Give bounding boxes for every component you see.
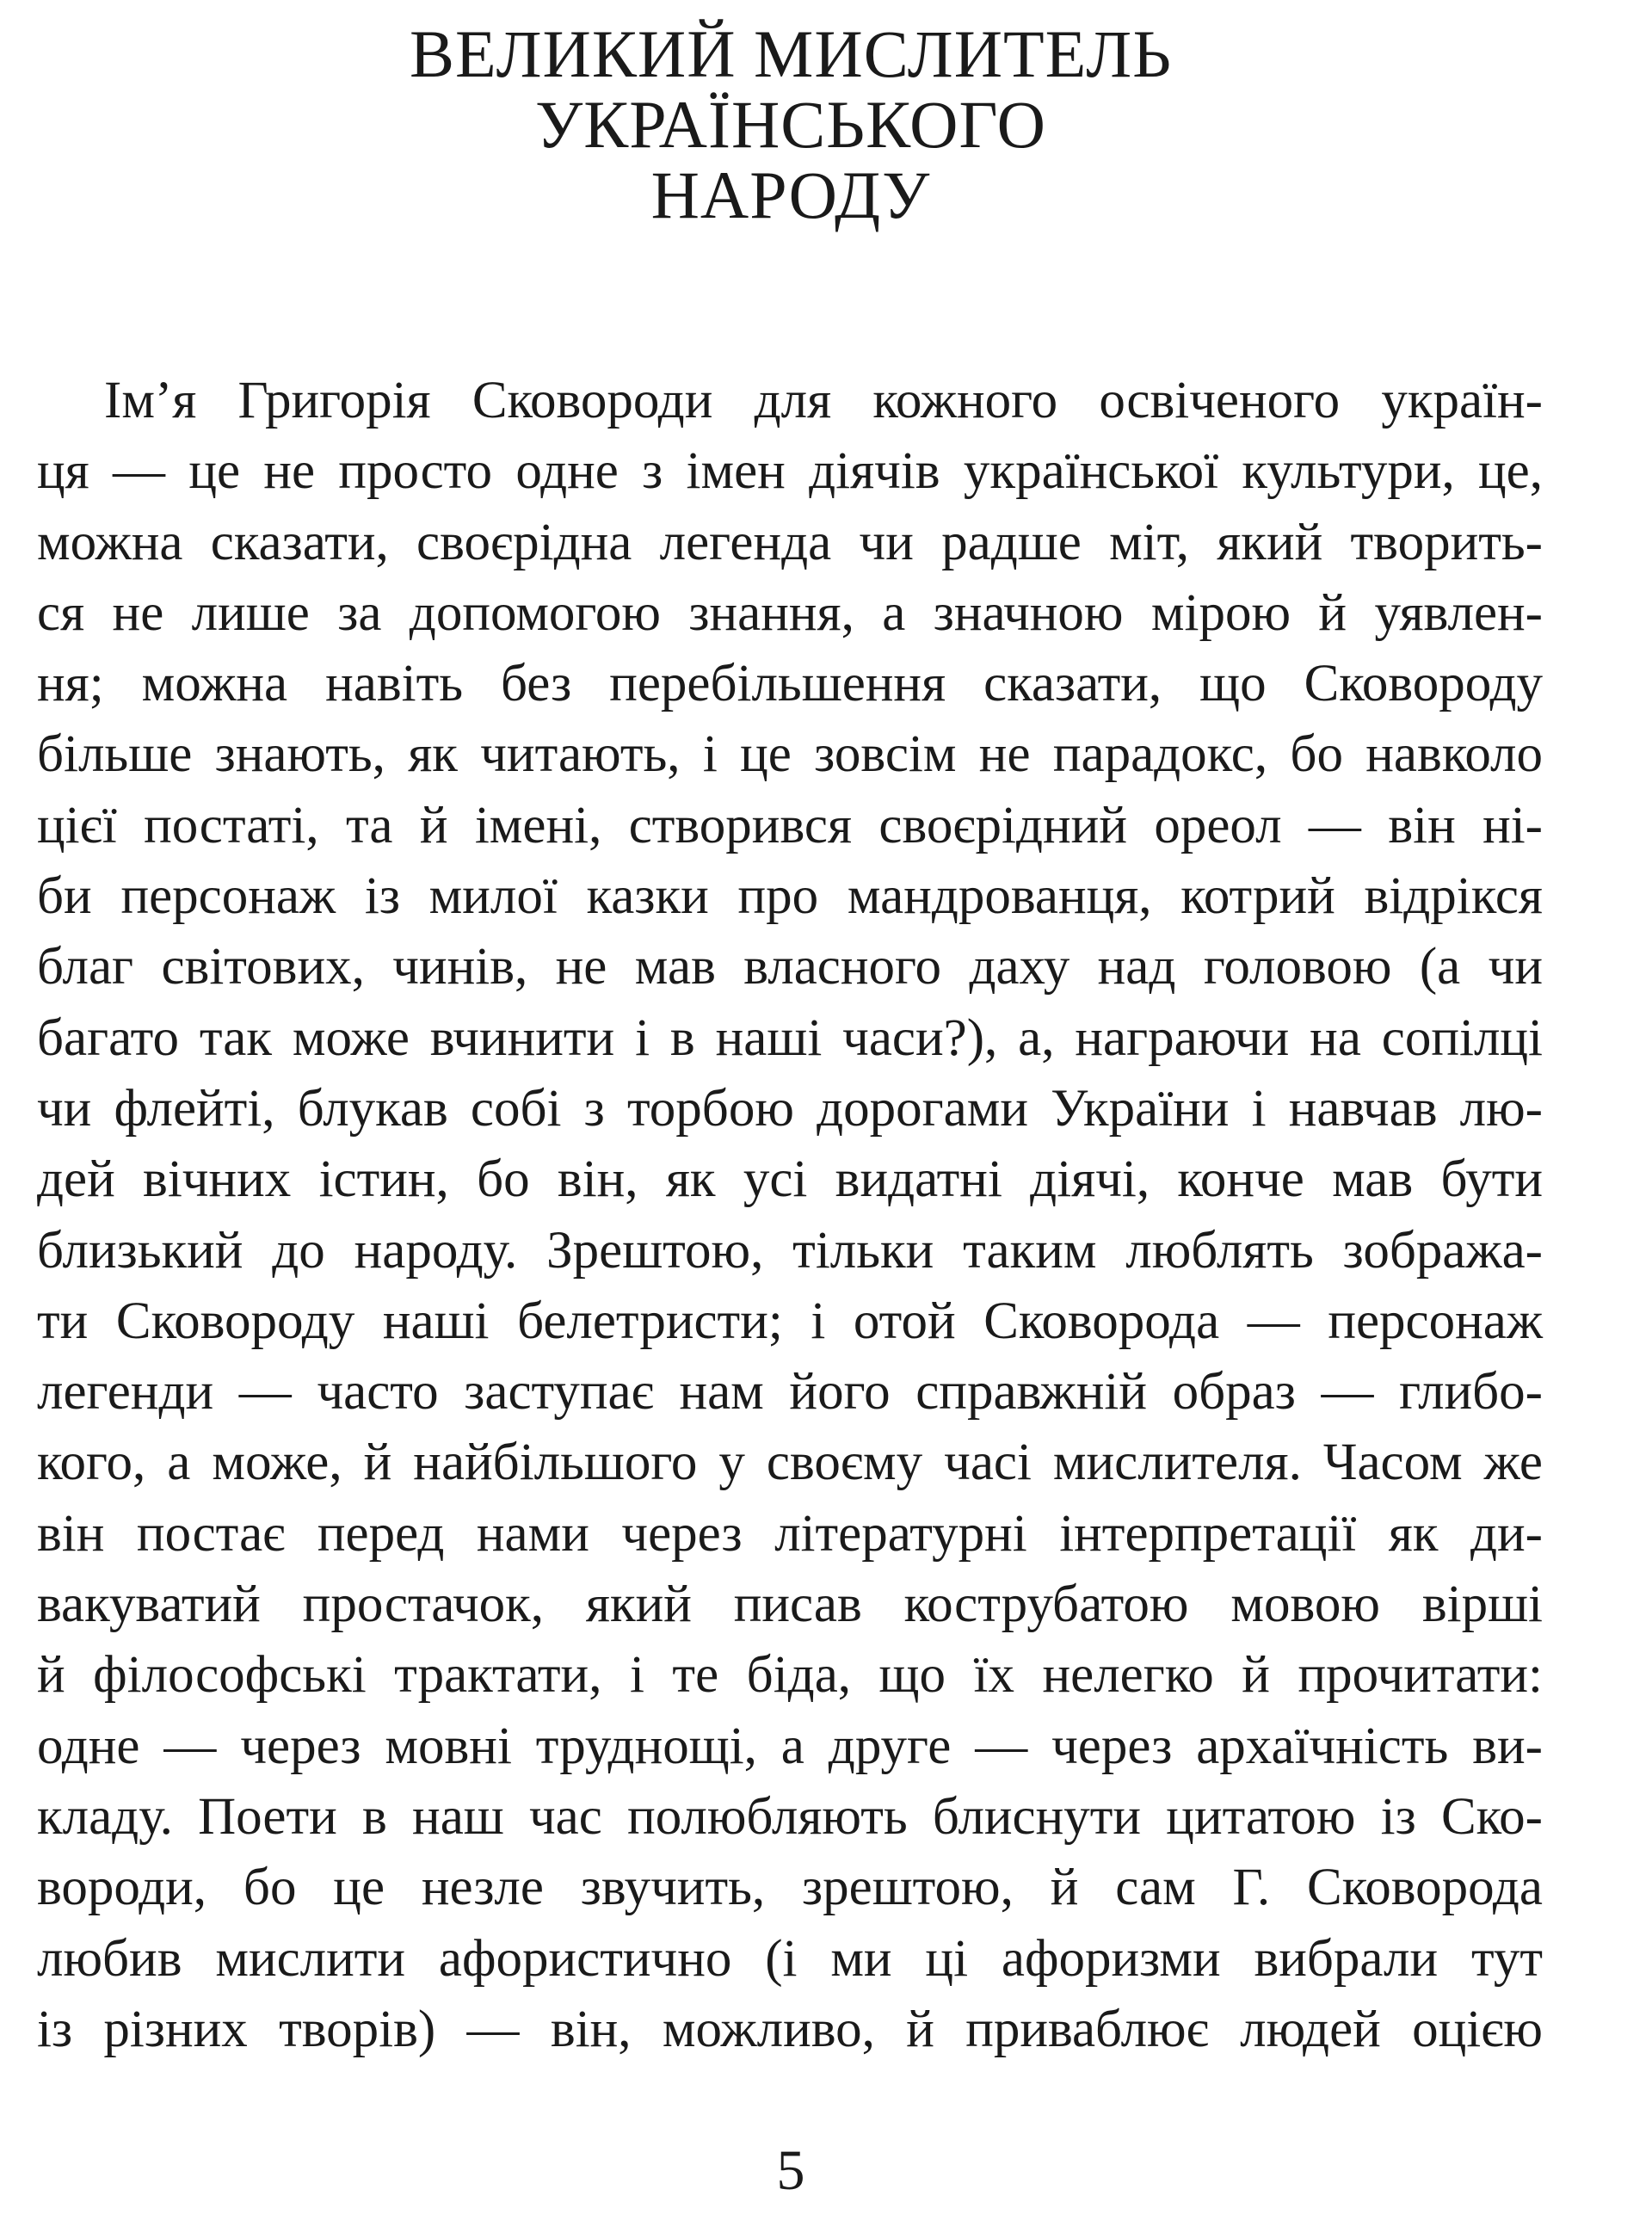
text-line (37, 1853, 1543, 1923)
text-line (37, 578, 1543, 649)
text-line-content: чи флейті, блукав собі з торбою дорогами України і навчав лю- (37, 1079, 1543, 1138)
text-line-content: би персонаж із милої казки про мандрованця, котрий відрікся (37, 867, 1543, 926)
text-line (37, 1499, 1543, 1569)
text-line (37, 1003, 1543, 1074)
body-paragraph (37, 366, 1543, 2065)
text-line (37, 436, 1543, 507)
text-line (37, 719, 1543, 790)
text-line-content: багато так може вчинити і в наші часи?), а, награючи на сопілці (37, 1008, 1543, 1067)
text-line-content: й філософські трактати, і те біда, що їх нелегко й прочитати: (37, 1646, 1543, 1705)
text-line (37, 1286, 1543, 1357)
text-line (37, 649, 1543, 719)
text-line-content: із різних творів) — він, можливо, й приваблює людей оцією (37, 2000, 1543, 2058)
text-line-content: кладу. Поети в наш час полюбляють блиснути цитатою із Ско- (37, 1787, 1543, 1846)
text-line-content: легенди — часто заступає нам його справжній образ — глибо- (37, 1363, 1543, 1421)
text-line (37, 1924, 1543, 1995)
text-line (37, 1711, 1543, 1782)
text-line-content: вороди, бо це незле звучить, зрештою, й сам Г. Сковорода (37, 1859, 1543, 1917)
text-line (37, 1995, 1543, 2065)
text-line (37, 1357, 1543, 1428)
text-line-content: одне — через мовні труднощі, а друге — через архаїчність ви- (37, 1717, 1543, 1775)
text-line (37, 932, 1543, 1002)
chapter-title-line-1: ВЕЛИКИЙ МИСЛИТЕЛЬ (409, 16, 1172, 91)
text-line-content: кого, а може, й найбільшого у своєму часі мислителя. Часом же (37, 1434, 1543, 1492)
text-line (37, 1074, 1543, 1144)
text-line-content: вакуватий простачок, який писав кострубатою мовою вірші (37, 1576, 1543, 1634)
chapter-title-line-3: НАРОДУ (650, 157, 931, 232)
text-line-content: більше знають, як читають, і це зовсім не парадокс, бо навколо (37, 725, 1543, 784)
text-line (37, 366, 1543, 436)
text-line-content: цієї постаті, та й імені, створився своєрідний ореол — він ні- (37, 796, 1543, 854)
text-line-content: можна сказати, своєрідна легенда чи радше міт, який творить- (37, 513, 1543, 571)
text-line-content: дей вічних істин, бо він, як усі видатні діячі, конче мав бути (37, 1150, 1543, 1209)
text-line-content: любив мислити афористично (і ми ці афоризми вибрали тут (37, 1929, 1543, 1988)
chapter-title-line-2: УКРАЇНСЬКОГО (535, 87, 1046, 162)
chapter-title (37, 16, 1544, 232)
text-line (37, 1640, 1543, 1711)
page-number: 5 (776, 2139, 805, 2202)
text-line (37, 1216, 1543, 1286)
text-line-content: близький до народу. Зрештою, тільки таким люблять зобража- (37, 1221, 1543, 1280)
text-line-content: Ім’я Григорія Сковороди для кожного освіченого україн- (104, 372, 1543, 429)
text-line (37, 791, 1543, 861)
text-line-content: благ світових, чинів, не мав власного даху над головою (а чи (37, 938, 1543, 996)
text-line-content: ти Сковороду наші белетристи; і отой Сковорода — персонаж (37, 1292, 1543, 1350)
text-line (37, 1428, 1543, 1498)
text-line-content: ся не лише за допомогою знання, а значною мірою й уявлен- (37, 583, 1543, 642)
text-line (37, 1782, 1543, 1853)
text-line (37, 861, 1543, 932)
text-line-content: він постає перед нами через літературні інтерпретації як ди- (37, 1504, 1543, 1563)
text-line-content: ня; можна навіть без перебільшення сказати, що Сковороду (37, 655, 1543, 713)
text-line (37, 508, 1543, 578)
text-line (37, 1144, 1543, 1215)
text-line (37, 1569, 1543, 1640)
text-line-content: ця — це не просто одне з імен діячів української культури, це, (37, 442, 1543, 501)
